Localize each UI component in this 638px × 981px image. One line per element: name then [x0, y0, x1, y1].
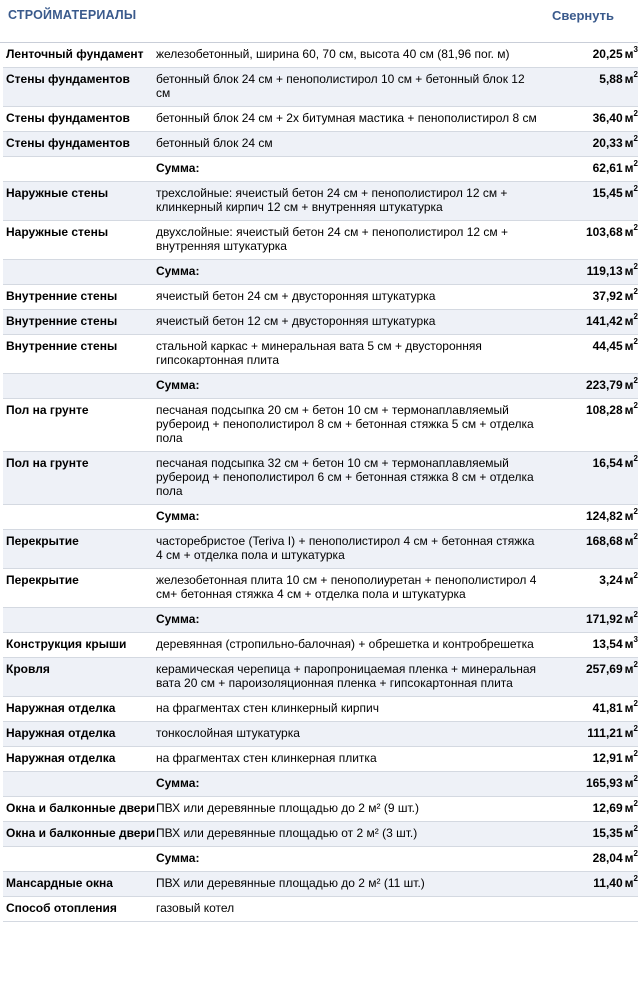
- unit-exponent: 2: [633, 774, 638, 783]
- quantity-value: 20,25: [592, 47, 623, 61]
- unit-exponent: 2: [633, 660, 638, 669]
- table-row: [3, 697, 638, 722]
- section-header: [0, 0, 638, 43]
- element-name: [3, 772, 153, 797]
- element-description: железобетонная плита 10 см + пенополиуретан + пенополистирол 4 см+ бетонная стяжка 4 см + отделка пола и штукатурка: [153, 569, 541, 608]
- table-row: [3, 747, 638, 772]
- sum-row: [3, 608, 638, 633]
- quantity-unit: м: [624, 111, 634, 125]
- element-name: Наружные стены: [3, 221, 153, 260]
- unit-exponent: 2: [633, 337, 638, 346]
- element-name: Стены фундаментов: [3, 132, 153, 157]
- quantity-value: 111,21: [587, 726, 623, 740]
- element-description: песчаная подсыпка 20 см + бетон 10 см + термонаплавляемый рубероид + пенополистирол 8 см + бетонная стяжка 5 см + отделка пола: [153, 399, 541, 452]
- sum-row: [3, 847, 638, 872]
- quantity-value: 3,24: [599, 573, 623, 587]
- sum-label: Сумма:: [153, 505, 541, 530]
- table-row: [3, 569, 638, 608]
- element-name: Ленточный фундамент: [3, 43, 153, 68]
- element-name: [3, 608, 153, 633]
- quantity-unit: м: [624, 876, 634, 890]
- unit-exponent: 2: [633, 109, 638, 118]
- quantity-unit: м: [624, 136, 634, 150]
- element-description: на фрагментах стен клинкерная плитка: [153, 747, 541, 772]
- quantity-value: 62,61: [592, 161, 623, 175]
- element-description: ячеистый бетон 12 см + двусторонняя штукатурка: [153, 310, 541, 335]
- quantity-cell: [541, 221, 638, 260]
- quantity-unit: м: [624, 314, 634, 328]
- unit-exponent: 2: [633, 454, 638, 463]
- unit-exponent: 2: [633, 849, 638, 858]
- quantity-unit: м: [624, 534, 634, 548]
- element-name: [3, 374, 153, 399]
- element-description: бетонный блок 24 см + 2х битумная мастика + пенополистирол 8 см: [153, 107, 541, 132]
- element-name: Пол на грунте: [3, 452, 153, 505]
- table-row: [3, 822, 638, 847]
- element-description: деревянная (стропильно-балочная) + обрешетка и контробрешетка: [153, 633, 541, 658]
- unit-exponent: 2: [633, 223, 638, 232]
- element-description: железобетонный, ширина 60, 70 см, высота 40 см (81,96 пог. м): [153, 43, 541, 68]
- quantity-value: 16,54: [592, 456, 623, 470]
- element-name: Перекрытие: [3, 530, 153, 569]
- table-row: [3, 107, 638, 132]
- element-description: ПВХ или деревянные площадью до 2 м² (9 шт.): [153, 797, 541, 822]
- unit-exponent: 2: [633, 184, 638, 193]
- quantity-value: 103,68: [585, 225, 623, 239]
- sum-label: Сумма:: [153, 772, 541, 797]
- element-name: Наружные стены: [3, 182, 153, 221]
- sum-label: Сумма:: [153, 847, 541, 872]
- quantity-cell: [541, 797, 638, 822]
- table-row: [3, 897, 638, 922]
- quantity-unit: м: [624, 701, 634, 715]
- element-name: Способ отопления: [3, 897, 153, 922]
- sum-label: Сумма:: [153, 374, 541, 399]
- quantity-value: 12,69: [592, 801, 623, 815]
- quantity-value: 20,33: [592, 136, 623, 150]
- quantity-value: 12,91: [592, 751, 623, 765]
- element-name: [3, 157, 153, 182]
- sum-row: [3, 772, 638, 797]
- quantity-cell: [541, 608, 638, 633]
- sum-label: Сумма:: [153, 608, 541, 633]
- quantity-cell: [541, 847, 638, 872]
- quantity-value: 165,93: [585, 776, 623, 790]
- element-description: стальной каркас + минеральная вата 5 см + двусторонняя гипсокартонная плита: [153, 335, 541, 374]
- quantity-value: 108,28: [585, 403, 623, 417]
- element-name: Окна и балконные двери: [3, 822, 153, 847]
- quantity-cell: [541, 452, 638, 505]
- element-description: ПВХ или деревянные площадью от 2 м² (3 шт.): [153, 822, 541, 847]
- quantity-cell: [541, 772, 638, 797]
- unit-exponent: 2: [633, 401, 638, 410]
- quantity-unit: м: [624, 573, 634, 587]
- quantity-unit: м: [624, 726, 634, 740]
- table-row: [3, 310, 638, 335]
- unit-exponent: 2: [633, 724, 638, 733]
- unit-exponent: 2: [633, 749, 638, 758]
- quantity-cell: [541, 335, 638, 374]
- quantity-cell: [541, 68, 638, 107]
- quantity-value: 41,81: [592, 701, 623, 715]
- quantity-value: 15,45: [592, 186, 623, 200]
- quantity-value: 171,92: [585, 612, 623, 626]
- quantity-value: 13,54: [592, 637, 623, 651]
- quantity-cell: [541, 43, 638, 68]
- quantity-value: 36,40: [592, 111, 623, 125]
- unit-exponent: 2: [633, 287, 638, 296]
- element-description: ячеистый бетон 24 см + двусторонняя штукатурка: [153, 285, 541, 310]
- table-row: [3, 658, 638, 697]
- element-name: Стены фундаментов: [3, 107, 153, 132]
- quantity-value: 28,04: [592, 851, 623, 865]
- quantity-value: 124,82: [585, 509, 623, 523]
- quantity-cell: [541, 310, 638, 335]
- quantity-cell: [541, 822, 638, 847]
- quantity-cell: [541, 658, 638, 697]
- element-description: тонкослойная штукатурка: [153, 722, 541, 747]
- quantity-value: 11,40: [593, 876, 623, 890]
- unit-exponent: 2: [633, 159, 638, 168]
- quantity-unit: м: [624, 378, 634, 392]
- quantity-cell: [541, 132, 638, 157]
- quantity-cell: [541, 505, 638, 530]
- table-row: [3, 182, 638, 221]
- sum-row: [3, 260, 638, 285]
- element-description: часторебристое (Teriva I) + пенополистирол 4 см + бетонная стяжка 4 см + отделка пола и штукатурка: [153, 530, 541, 569]
- element-name: Кровля: [3, 658, 153, 697]
- quantity-unit: м: [624, 47, 634, 61]
- quantity-cell: [541, 374, 638, 399]
- table-row: [3, 633, 638, 658]
- element-name: [3, 847, 153, 872]
- quantity-value: 37,92: [592, 289, 623, 303]
- element-name: Мансардные окна: [3, 872, 153, 897]
- table-row: [3, 399, 638, 452]
- unit-exponent: 2: [633, 799, 638, 808]
- element-description: на фрагментах стен клинкерный кирпич: [153, 697, 541, 722]
- element-name: [3, 505, 153, 530]
- element-name: Внутренние стены: [3, 310, 153, 335]
- quantity-cell: [541, 633, 638, 658]
- collapse-link[interactable]: Свернуть: [552, 8, 614, 23]
- element-description: трехслойные: ячеистый бетон 24 см + пенополистирол 12 см + клинкерный кирпич 12 см + внутренняя штукатурка: [153, 182, 541, 221]
- quantity-cell: [541, 182, 638, 221]
- element-name: Конструкция крыши: [3, 633, 153, 658]
- unit-exponent: 2: [633, 262, 638, 271]
- unit-exponent: 2: [633, 312, 638, 321]
- quantity-unit: м: [624, 264, 634, 278]
- table-row: [3, 335, 638, 374]
- quantity-cell: [541, 722, 638, 747]
- element-description: бетонный блок 24 см + пенополистирол 10 см + бетонный блок 12 см: [153, 68, 541, 107]
- table-row: [3, 43, 638, 68]
- unit-exponent: 2: [633, 571, 638, 580]
- element-name: Наружная отделка: [3, 747, 153, 772]
- element-name: Наружная отделка: [3, 697, 153, 722]
- materials-table: [3, 43, 638, 922]
- quantity-unit: м: [624, 186, 634, 200]
- quantity-value: 141,42: [585, 314, 623, 328]
- unit-exponent: 2: [633, 610, 638, 619]
- quantity-value: 119,13: [586, 264, 623, 278]
- quantity-unit: м: [624, 339, 634, 353]
- section-title: СТРОЙМАТЕРИАЛЫ: [8, 8, 137, 22]
- table-row: [3, 132, 638, 157]
- quantity-unit: м: [624, 72, 634, 86]
- quantity-cell: [541, 260, 638, 285]
- element-description: керамическая черепица + паропроницаемая пленка + минеральная вата 20 см + пароизоляционная пленка + гипсокартонная плита: [153, 658, 541, 697]
- unit-exponent: 2: [633, 874, 638, 883]
- element-description: ПВХ или деревянные площадью до 2 м² (11 шт.): [153, 872, 541, 897]
- quantity-unit: м: [624, 801, 634, 815]
- quantity-unit: м: [624, 751, 634, 765]
- quantity-value: 257,69: [585, 662, 623, 676]
- quantity-value: 223,79: [585, 378, 623, 392]
- sum-label: Сумма:: [153, 260, 541, 285]
- quantity-unit: м: [624, 851, 634, 865]
- table-row: [3, 68, 638, 107]
- quantity-cell: [541, 399, 638, 452]
- quantity-unit: м: [624, 161, 634, 175]
- element-name: Перекрытие: [3, 569, 153, 608]
- element-name: [3, 260, 153, 285]
- unit-exponent: 3: [633, 635, 638, 644]
- element-name: Наружная отделка: [3, 722, 153, 747]
- unit-exponent: 2: [633, 70, 638, 79]
- quantity-unit: м: [624, 662, 634, 676]
- table-row: [3, 530, 638, 569]
- quantity-value: 5,88: [599, 72, 623, 86]
- unit-exponent: 2: [633, 507, 638, 516]
- quantity-value: 44,45: [592, 339, 623, 353]
- unit-exponent: 2: [633, 824, 638, 833]
- element-name: Стены фундаментов: [3, 68, 153, 107]
- unit-exponent: 2: [633, 532, 638, 541]
- quantity-value: 168,68: [585, 534, 623, 548]
- unit-exponent: 2: [633, 699, 638, 708]
- unit-exponent: 2: [633, 376, 638, 385]
- sum-label: Сумма:: [153, 157, 541, 182]
- table-row: [3, 722, 638, 747]
- unit-exponent: 3: [633, 45, 638, 54]
- quantity-unit: м: [624, 289, 634, 303]
- quantity-cell: [541, 157, 638, 182]
- quantity-unit: м: [624, 826, 634, 840]
- sum-row: [3, 505, 638, 530]
- quantity-unit: м: [624, 403, 634, 417]
- quantity-unit: м: [624, 225, 634, 239]
- quantity-cell: [541, 747, 638, 772]
- quantity-cell: [541, 530, 638, 569]
- quantity-cell: [541, 285, 638, 310]
- table-row: [3, 797, 638, 822]
- element-name: Окна и балконные двери: [3, 797, 153, 822]
- element-name: Внутренние стены: [3, 335, 153, 374]
- table-row: [3, 872, 638, 897]
- quantity-cell: [541, 697, 638, 722]
- sum-row: [3, 374, 638, 399]
- table-row: [3, 452, 638, 505]
- element-description: двухслойные: ячеистый бетон 24 см + пенополистирол 12 см + внутренняя штукатурка: [153, 221, 541, 260]
- element-name: Пол на грунте: [3, 399, 153, 452]
- quantity-unit: м: [624, 776, 634, 790]
- quantity-unit: м: [624, 456, 634, 470]
- quantity-unit: м: [624, 612, 634, 626]
- quantity-cell: [541, 872, 638, 897]
- unit-exponent: 2: [633, 134, 638, 143]
- quantity-unit: м: [624, 509, 634, 523]
- quantity-cell: [541, 569, 638, 608]
- element-description: песчаная подсыпка 32 см + бетон 10 см + термонаплавляемый рубероид + пенополистирол 6 см + бетонная стяжка 8 см + отделка пола: [153, 452, 541, 505]
- quantity-unit: м: [624, 637, 634, 651]
- element-description: газовый котел: [153, 897, 541, 922]
- quantity-cell: [541, 107, 638, 132]
- table-row: [3, 221, 638, 260]
- quantity-value: 15,35: [592, 826, 623, 840]
- table-row: [3, 285, 638, 310]
- element-name: Внутренние стены: [3, 285, 153, 310]
- sum-row: [3, 157, 638, 182]
- element-description: бетонный блок 24 см: [153, 132, 541, 157]
- quantity-cell: [541, 897, 638, 922]
